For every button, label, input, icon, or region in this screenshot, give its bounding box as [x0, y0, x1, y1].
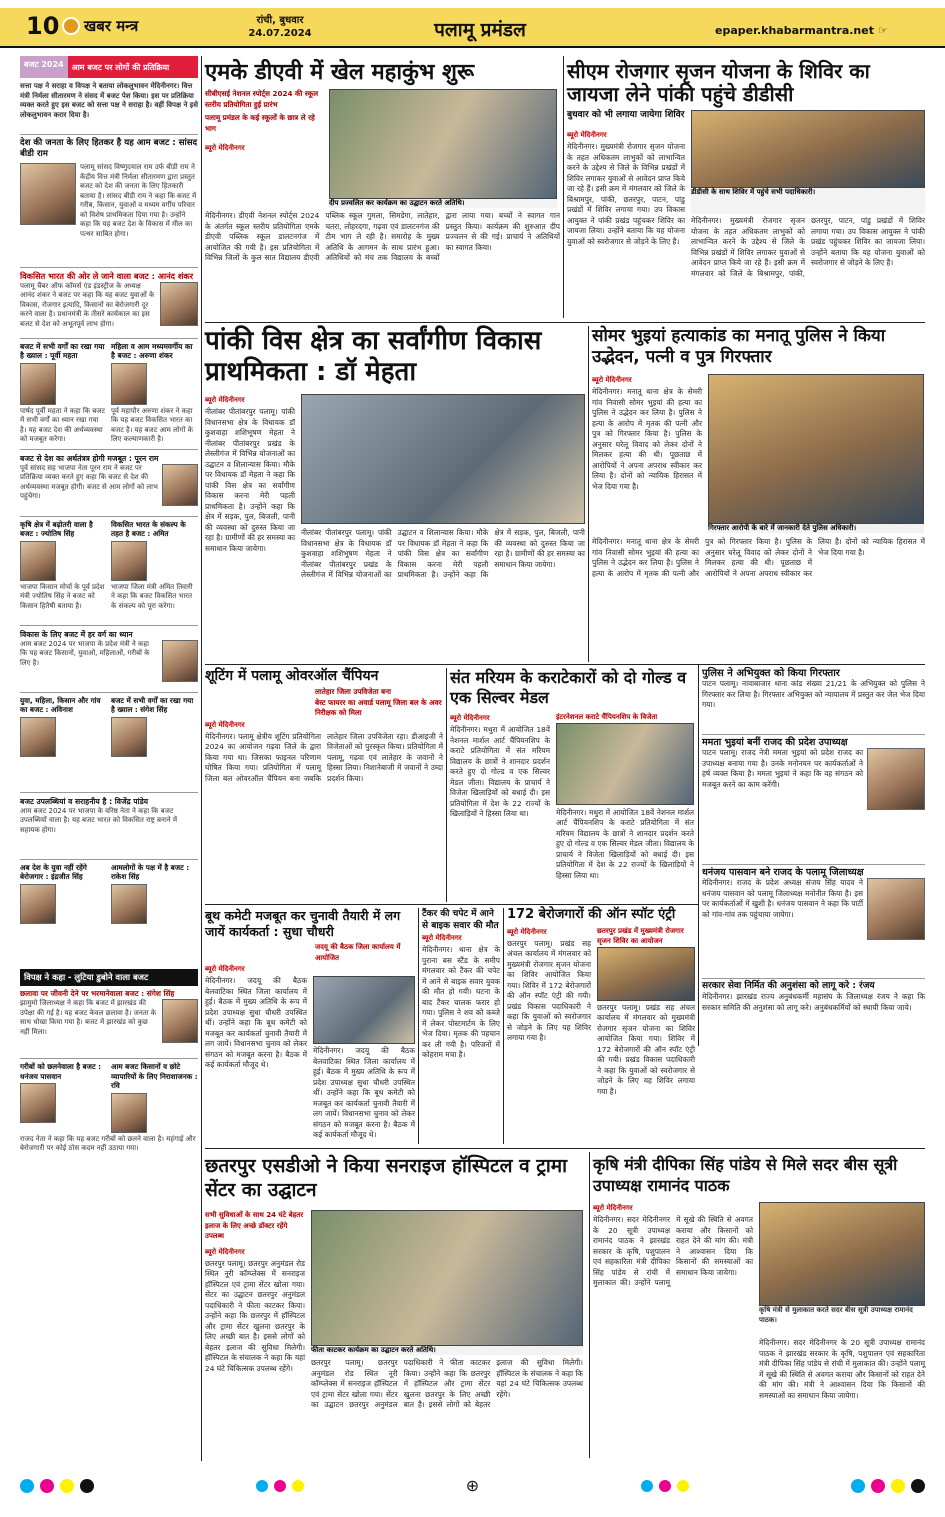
q7-photo: [162, 640, 198, 682]
karate-text-2: मेदिनीनगर। मथुरा में आयोजित 18वें नेशनल मार्शल आर्ट चैंपियनशिप के कराटे प्रतियोगिता में संत मरियम विद्यालय के छात्रों ने शानदार प्रदर्शन करते हुए दो गोल्ड व एक सिल्वर मेडल जीता। विद्यालय के प्राचार्य ने विजेता खिलाड़ियों को बधाई दी। इस प्रतियोगिता में देश के 22 राज्यों के खिलाड़ियों ने हिस्सा लिया था।: [556, 807, 694, 880]
q6-heading: विकसित भारत के संकल्प के तहत है बजट : अमित: [111, 519, 186, 538]
somar-text: मेदिनीनगर। मनातू थाना क्षेत्र के सेमरी गांव निवासी सोमर भुइयां की हत्या का पुलिस ने उद्भेदन कर लिया है। पुलिस ने हत्या के आरोप में मृतक की पत्नी और पुत्र को गिरफ्तार किया है। पुलिस के अनुसार घरेलू विवाद को लेकर दोनों ने मिलकर हत्या की थी। पूछताछ में आरोपियों ने अपना अपराध स्वीकार कर लिया है। दोनों को न्यायिक हिरासत में भेज दिया गया है।: [592, 387, 702, 491]
172-text: छतरपुर पलामू। प्रखंड सह अंचल कार्यालय में मंगलवार को मुख्यमंत्री रोजगार सृजन योजना का शिविर आयोजित किया गया। शिविर में 172 बेरोजगारों की ऑन स्पॉट एंट्री की गयी। प्रखंड विकास पदाधिकारी ने कहा कि युवाओं को स्वरोजगार से जोड़ने के लिए यह शिविर लगाया गया है।: [507, 938, 591, 1043]
q8-heading: युवा, महिला, किसान और गांव का बजट : अविनाश: [20, 695, 101, 714]
minister-headline: कृषि मंत्री दीपिका सिंह पांडेय से मिले सदर बीस सूत्री उपाध्यक्ष रामानंद पाठक: [593, 1155, 898, 1195]
cursor-icon: ☞: [877, 24, 888, 37]
q12-photo: [111, 884, 147, 924]
minister-caption: कृषि मंत्री से मुलाकात करते सदर बीस सूत्री उपाध्यक्ष रामानंद पाठक।: [759, 1306, 913, 1324]
jdu-sub: जदयू की बैठक जिला कार्यालय में आयोजित: [315, 943, 401, 962]
shooting-sub1: लातेहार जिला उपविजेता बना: [315, 687, 392, 697]
hospital-photo: [311, 1210, 583, 1346]
172-photo: [597, 947, 695, 1001]
divider-v4: [698, 664, 699, 1046]
q6-photo: [111, 541, 147, 581]
hospital-text: छतरपुर पलामू। छतरपुर अनुमंडल रोड स्थित नूरी कॉम्प्लेक्स में सनराइज हॉस्पिटल एवं ट्रामा सेंटर खोला गया। सेंटर का उद्घाटन छतरपुर अनुमंडल पदाधिकारी ने फीता काटकर किया। उन्होंने कहा कि छतरपुर में हॉस्पिटल और ट्रामा सेंटर खुलना छतरपुर के लिए अच्छी बात है। इससे लोगों को बेहतर इलाज की सुविधा मिलेगी। हॉस्पिटल के संचालक ने कहा कि यहां 24 घंटे चिकित्सक उपलब्ध रहेंगे।: [205, 1258, 305, 1373]
brief-police-text: पाटन पलामू। नावाबाजार थाना कांड संख्या 21/21 के अभियुक्त को पुलिस ने गिरफ्तार कर लिया है। गिरफ्तार अभियुक्त को न्यायालय में प्रस्तुत कर जेल भेज दिया गया।: [702, 679, 925, 709]
brief-dhananjay: [702, 864, 925, 974]
shooting-text: मेदिनीनगर। पलामू क्षेत्रीय शूटिंग प्रतियोगिता 2024 का आयोजन गढ़वा जिले के द्वारा किया गया था। जिसका फाइनल परिणाम घोषित किया गया। प्रतियोगिता में पलामू जिला बल ओवरऑल चैंपियन बना जबकि लातेहार जिला उपविजेता रहा। डीआइजी ने विजेताओं को पुरस्कृत किया। प्रतियोगिता में पलामू, गढ़वा एवं लातेहार के जवानों ने हिस्सा लिया। निशानेबाजी में जवानों ने उम्दा प्रदर्शन किया।: [205, 731, 443, 783]
brief-police: [702, 668, 925, 730]
color-marks-mid-left: [256, 1480, 304, 1492]
q2-heading: बजट में सभी वर्गों का रखा गया है ख्याल : पूर्वी महता: [20, 341, 105, 360]
brief-dhananjay-heading: धनंजय पासवान बने राजद के पलामू जिलाध्यक्ष: [702, 867, 864, 878]
panki-photo: [301, 394, 585, 524]
article-mk-dav: [205, 60, 560, 322]
hospital-headline: छतरपुर एसडीओ ने किया सनराइज हॉस्पिटल व ट्रामा सेंटर का उद्घाटन: [205, 1155, 568, 1201]
header-date-block: [230, 14, 330, 40]
somar-caption: गिरफ्तार आरोपी के बारे में जानकारी देते पुलिस अधिकारी।: [708, 524, 924, 533]
minister-text-2: मेदिनीनगर। सदर मेदिनीनगर के 20 सूत्री उपाध्यक्ष रामानंद पाठक ने झारखंड सरकार के कृषि, पशुपालन एवं सहकारिता मंत्री दीपिका सिंह पांडेय से रांची में मुलाकात की। उन्होंने पलामू में सूखे की स्थिति से अवगत कराया और किसानों को राहत देने की मांग की। मंत्री ने आश्वासन दिया कि किसानों की समस्याओं का समाधान किया जायेगा।: [759, 1338, 925, 1400]
q2-text: पार्षद पूर्वी महता ने कहा कि बजट में सभी वर्गों का ध्यान रखा गया है। यह बजट देश की अर्थव्यवस्था को मजबूत करेगा।: [20, 406, 105, 443]
q8-photo: [20, 717, 56, 757]
minister-photo: [759, 1202, 925, 1306]
mk-dav-photo: [329, 89, 557, 199]
opp2-photo: [20, 1083, 56, 1123]
q10-text: आम बजट 2024 पर भाजपा के वरिष्ठ नेता ने कहा कि बजट उपलब्धियों वाला है। यह बजट भारत को विकसित राष्ट्र बनाने में सहायक होगा।: [20, 806, 178, 834]
shooting-headline: शूटिंग में पलामू ओवरऑल चैंपियन: [205, 668, 379, 684]
q1-text: पलामू चैंबर ऑफ कॉमर्स एंड इंडस्ट्रीज के अध्यक्ष आनंद शंकर ने बजट पर कहा कि यह बजट युवाओं के विकास, रोजगार इत्यादि, किसानों का बेरोजगारी दूर करने वाला है। प्रधानमंत्री के तीसरे कार्यकाल का इस बजट से देश को अभूतपूर्व लाभ होगा।: [20, 281, 155, 328]
brief-ranjay-heading: सरकार सेवा निर्मित की अनुशंसा को लागू करे : रंजय: [702, 981, 875, 991]
divider-h1: [205, 322, 925, 323]
divider-v3: [446, 668, 447, 902]
divider-h3: [205, 904, 698, 905]
brief-mamta-photo: [867, 748, 925, 810]
cm-rojgar-caption: डीडीसी के साथ शिविर में पहुंचे सभी पदाधिकारी।: [691, 188, 925, 214]
mk-dav-sub1: सीबीएसई नेशनल स्पोर्ट्स 2024 की स्कूल स्तरीय प्रतियोगिता हुई प्रारंभ: [205, 89, 319, 109]
q9-photo: [111, 717, 147, 757]
q11-heading: अब देश के युवा नहीं रहेंगे बेरोजगार : इंद्रजीत सिंह: [20, 862, 87, 881]
brief-dhananjay-photo: [867, 878, 925, 940]
footer-bar: [20, 1474, 925, 1498]
budget-tag: बजट 2024: [20, 56, 68, 78]
divider-h2: [205, 664, 925, 665]
q4-heading: बजट से देश का अर्थतंत्रत्र होगी मजबूत : पूरन राम: [20, 449, 198, 464]
article-jdu: [205, 908, 415, 1144]
budget-banner: [20, 56, 198, 78]
mk-dav-sub2: पलामू प्रमंडल के कई स्कूलों के छात्र ले रहे भाग: [205, 113, 315, 133]
panki-headline: पांकी विस क्षेत्र का सर्वांगीण विकास प्राथमिकता : डॉ मेहता: [205, 326, 542, 387]
jdu-text: मेदिनीनगर। जदयू की बैठक बेलवाटिका स्थित जिला कार्यालय में हुई। बैठक में मुख्य अतिथि के रूप में प्रदेश उपाध्यक्ष सुधा चौधरी उपस्थित थीं। उन्होंने कहा कि बूथ कमेटी को मजबूत कर कार्यकर्ता चुनावी तैयारी में लग जायें। विधानसभा चुनाव को लेकर संगठन को मजबूत करना है। बैठक में कई कार्यकर्ता मौजूद थे।: [205, 976, 307, 1069]
article-somar: [592, 326, 925, 662]
color-marks-mid-right: [641, 1480, 689, 1492]
bd-ram-text: पलामू सांसद विष्णुदयाल राम उर्फ बीडी राम ने केंद्रीय वित्त मंत्री निर्मला सीतारमण द्वारा प्रस्तुत बजट को देश की जनता के लिए हितकारी बताया है। सांसद बीडी राम ने कहा कि बजट में गरीब, किसान, युवाओं व मध्यम वर्गीय परिवार को विशेष प्राथमिकता दिया गया है। उन्होंने कहा कि यह बजट देश के विकास में मील का पत्थर साबित होगा।: [80, 163, 197, 238]
article-172: [507, 908, 695, 1144]
epaper-link[interactable]: epaper.khabarmantra.net ☞: [715, 24, 888, 37]
brief-ranjay: [702, 978, 925, 1046]
panki-byline: ब्यूरो मेदिनीनगर: [205, 396, 245, 404]
mk-dav-byline: ब्यूरो मेदिनीनगर: [205, 144, 245, 153]
opp3-photo: [111, 1093, 147, 1133]
left-column: [20, 56, 198, 1461]
q2-photo: [20, 363, 56, 405]
cm-rojgar-byline: ब्यूरो मेदिनीनगर: [567, 131, 607, 139]
panki-text-2: नीलांबर पीतांबरपुर पलामू। पांकी विधानसभा क्षेत्र के विधायक डॉ कुशवाहा शशिभूषण मेहता ने नीलांबर पीतांबरपुर प्रखंड के लेस्लीगंज में विभिन्न योजनाओं का उद्घाटन व शिलान्यास किया। मौके पर विधायक डॉ मेहता ने कहा कि पांकी विस क्षेत्र का सर्वांगीण विकास करना मेरी पहली प्राथमिकता है। उन्होंने कहा कि क्षेत्र में सड़क, पुल, बिजली, पानी की व्यवस्था को दुरुस्त किया जा रहा है। ग्रामीणों की हर समस्या का समाधान किया जायेगा।: [301, 528, 585, 579]
hospital-text-2: छतरपुर पलामू। छतरपुर अनुमंडल रोड स्थित नूरी कॉम्प्लेक्स में सनराइज हॉस्पिटल एवं ट्रामा सेंटर खोला गया। सेंटर का उद्घाटन छतरपुर अनुमंडल पदाधिकारी ने फीता काटकर किया। उन्होंने कहा कि छतरपुर में हॉस्पिटल और ट्रामा सेंटर खुलना छतरपुर के लिए अच्छी बात है। इससे लोगों को बेहतर इलाज की सुविधा मिलेगी। हॉस्पिटल के संचालक ने कहा कि यहां 24 घंटे चिकित्सक उपलब्ध रहेंगे।: [311, 1358, 583, 1409]
brand-logo: [62, 14, 212, 38]
q6-text: भाजपा जिला मंत्री अमित तिवारी ने कहा कि बजट विकसित भारत के संकल्प को पूरा करेगा।: [111, 582, 193, 610]
jdu-headline: बूथ कमेटी मजबूत कर चुनावी तैयारी में लग जायें कार्यकर्ता : सुधा चौधरी: [205, 908, 401, 939]
color-marks-left: [20, 1479, 94, 1493]
q9-heading: बजट में सभी वर्गों का रखा गया है ख्याल : संगेश सिंह: [111, 695, 194, 714]
opp1-heading: छलावा पर जीवनी देने पर भरमानेवाला बजट : संगेश सिंह: [20, 988, 175, 998]
q1-heading: विकसित भारत की ओर ले जाने वाला बजट : आनंद शंकर: [20, 267, 198, 282]
q7-heading: विकास के लिए बजट में हर वर्ग का ध्यान: [20, 625, 198, 640]
172-byline: ब्यूरो मेदिनीनगर: [507, 927, 547, 936]
tanker-text: मेदिनीनगर। थाना क्षेत्र के पुराना बस स्टैंड के समीप मंगलवार को टैंकर की चपेट में आने से बाइक सवार युवक की मौत हो गयी। घटना के बाद टैंकर चालक फरार हो गया। पुलिस ने शव को कब्जे में लेकर पोस्टमार्टम के लिए भेज दिया। मृतक की पहचान कर ली गयी है। परिजनों में कोहराम मचा है।: [422, 945, 500, 1059]
header-city-day: रांची, बुधवार: [256, 15, 304, 26]
q11-photo: [20, 884, 56, 924]
cm-rojgar-text: मेदिनीनगर। मुख्यमंत्री रोजगार सृजन योजना के तहत अधिकतम लाभुकों को लाभान्वित करने के उद्देश्य से जिले के विभिन्न प्रखंडों में शिविर लगाकर युवाओं से आवेदन प्राप्त किये जा रहे हैं। इसी क्रम में मंगलवार को जिले के बिश्रामपुर, पांकी, छतरपुर, पाटन, पांडु प्रखंडों में शिविर लगाया गया। उप विकास आयुक्त ने पांकी प्रखंड पहुंचकर शिविर का जायजा लिया। उन्होंने बताया कि यह योजना युवाओं को स्वरोजगार से जोड़ने के लिए है।: [567, 142, 685, 246]
somar-text-2: मेदिनीनगर। मनातू थाना क्षेत्र के सेमरी गांव निवासी सोमर भुइयां की हत्या का पुलिस ने उद्भेदन कर लिया है। पुलिस ने हत्या के आरोप में मृतक की पत्नी और पुत्र को गिरफ्तार किया है। पुलिस के अनुसार घरेलू विवाद को लेकर दोनों ने मिलकर हत्या की थी। पूछताछ में आरोपियों ने अपना अपराध स्वीकार कर लिया है। दोनों को न्यायिक हिरासत में भेज दिया गया है।: [592, 537, 925, 578]
brief-ranjay-text: मेदिनीनगर। झारखंड राज्य अनुबंधकर्मी महासंघ के जिलाध्यक्ष रंजय ने कहा कि सरकार समिति की अनुशंसा को लागू करे। अनुबंधकर्मियों को स्थायी किया जाये।: [702, 992, 925, 1012]
mk-dav-headline: एमके डीएवी में खेल महाकुंभ शुरू: [205, 60, 475, 85]
172-text-2: छतरपुर पलामू। प्रखंड सह अंचल कार्यालय में मंगलवार को मुख्यमंत्री रोजगार सृजन योजना का शिविर आयोजित किया गया। शिविर में 172 बेरोजगारों की ऑन स्पॉट एंट्री की गयी। प्रखंड विकास पदाधिकारी ने कहा कि युवाओं को स्वरोजगार से जोड़ने के लिए यह शिविर लगाया गया है।: [597, 1002, 695, 1096]
opp-text-2: राजद नेता ने कहा कि यह बजट गरीबों को छलने वाला है। महंगाई और बेरोजगारी पर कोई ठोस कदम नहीं उठाया गया।: [20, 1134, 196, 1152]
tanker-headline: टैंकर की चपेट में आने से बाइक सवार की मौत: [422, 909, 499, 931]
q3-heading: महिला व आम मध्यमवर्गीय का है बजट : अरुणा शंकर: [111, 341, 193, 360]
cm-rojgar-sub: बुधवार को भी लगाया जायेगा शिविर: [567, 110, 685, 120]
karate-photo: [556, 723, 694, 805]
article-cm-rojgar: [567, 60, 925, 318]
jdu-photo: [313, 976, 415, 1044]
q1-photo: [160, 282, 198, 326]
bd-ram-photo: [20, 163, 76, 225]
budget-intro: सत्ता पक्ष ने सराहा व विपक्ष ने बताया लोकलुभावन मेदिनीनगर। वित्त मंत्री निर्मला सीतारमण ने संसद में बजट पेश किया। इस पर प्रतिक्रिया व्यक्त करते हुए इस बजट को सत्ता पक्ष ने सराहा है। वहीं विपक्ष ने इसे लोकलुभावन करार दिया है।: [20, 82, 198, 119]
page-number: 10: [26, 12, 60, 40]
q5-text: भाजपा किसान मोर्चा के पूर्व प्रदेश मंत्री ज्योतिष सिंह ने बजट को किसान हितैषी बताया है।: [20, 582, 105, 610]
article-tanker: [422, 908, 500, 1144]
opp3-heading: आम बजट किसानों व छोटे व्यापारियों के लिए निराशाजनक : रवि: [111, 1062, 198, 1090]
registration-crosshair-icon: ⊕: [465, 1476, 480, 1495]
karate-byline: ब्यूरो मेदिनीनगर: [450, 714, 490, 722]
opp2-heading: गरीबों को छलनेवाला है बजट : धनंजय पासवान: [20, 1062, 101, 1081]
brand-logo-icon: [62, 17, 80, 35]
q10-heading: बजट उपलब्धियां व सराहनीय है : विजेंद्र पांडेय: [20, 792, 198, 807]
opposition-bar: विपक्ष ने कहा - लुटिया डुबोने वाला बजट: [20, 969, 198, 986]
left-column-divider: [201, 56, 202, 1461]
divider-v6: [503, 908, 504, 1144]
karate-sub: इंटरनेशनल कराटे चैंपियनशिप के विजेता: [556, 713, 658, 721]
cm-rojgar-text-2: मेदिनीनगर। मुख्यमंत्री रोजगार सृजन योजना के तहत अधिकतम लाभुकों को लाभान्वित करने के उद्देश्य से जिले के विभिन्न प्रखंडों में शिविर लगाकर युवाओं से आवेदन प्राप्त किये जा रहे हैं। इसी क्रम में मंगलवार को जिले के बिश्रामपुर, पांकी, छतरपुर, पाटन, पांडु प्रखंडों में शिविर लगाया गया। उप विकास आयुक्त ने पांकी प्रखंड पहुंचकर शिविर का जायजा लिया। उन्होंने बताया कि यह योजना युवाओं को स्वरोजगार से जोड़ने के लिए है।: [691, 216, 925, 278]
shooting-byline: ब्यूरो मेदिनीनगर: [205, 720, 245, 729]
color-marks-right: [851, 1479, 925, 1493]
article-minister: [593, 1154, 925, 1460]
q3-text: पूर्व महापौर अरुणा शंकर ने कहा कि यह बजट विकसित भारत का बजट है। यह बजट आम लोगों के लिए कल्याणकारी है।: [111, 406, 193, 443]
q3-photo: [111, 363, 147, 405]
divider-v5: [418, 908, 419, 1144]
header-date: 24.07.2024: [248, 28, 312, 39]
brief-dhananjay-text: मेदिनीनगर। राजद के प्रदेश अध्यक्ष संजय सिंह यादव ने धनंजय पासवान को पलामू जिलाध्यक्ष मनोनीत किया है। इस पर कार्यकर्ताओं में खुशी है। धनंजय पासवान ने कहा कि पार्टी को गांव-गांव तक पहुंचाया जायेगा।: [702, 878, 863, 919]
panki-text: नीलांबर पीतांबरपुर पलामू। पांकी विधानसभा क्षेत्र के विधायक डॉ कुशवाहा शशिभूषण मेहता ने नीलांबर पीतांबरपुर प्रखंड के लेस्लीगंज में विभिन्न योजनाओं का उद्घाटन व शिलान्यास किया। मौके पर विधायक डॉ मेहता ने कहा कि पांकी विस क्षेत्र का सर्वांगीण विकास करना मेरी पहली प्राथमिकता है। उन्होंने कहा कि क्षेत्र में सड़क, पुल, बिजली, पानी की व्यवस्था को दुरुस्त किया जा रहा है। ग्रामीणों की हर समस्या का समाधान किया जायेगा।: [205, 407, 295, 553]
cm-rojgar-photo: [691, 110, 925, 188]
mk-dav-text: मेदिनीनगर। डीएवी नेशनल स्पोर्ट्स 2024 के अंतर्गत स्कूल स्तरीय प्रतियोगिता एमके डीएवी पब्लिक स्कूल डालटनगंज में आयोजित की गयी है। इस प्रतियोगिता में विभिन्न जिलों के कुल सात विद्यालय डीएवी पब्लिक स्कूल गुमला, सिमडेगा, लातेहार, चतरा, लोहरदगा, गढ़वा एवं डालटनगंज की टीम भाग ले रही है। समारोह के मुख्य अतिथि के आगमन के साथ प्रारंभ हुआ। अतिथियों को मंच तक विद्यालय के बच्चों द्वारा लाया गया। बच्चों ने स्वागत गान प्रस्तुत किया। कार्यक्रम की शुरुआत दीप प्रज्वलन से की गई। प्राचार्य ने अतिथियों का स्वागत किया।: [205, 211, 560, 263]
q7-text: आम बजट 2024 पर भाजपा के प्रदेश मंत्री ने कहा कि यह बजट किसानों, युवाओं, महिलाओं, गरीबों के लिए है।: [20, 639, 150, 667]
divider-h4: [205, 1148, 925, 1149]
brief-mamta: [702, 734, 925, 860]
172-sub: छतरपुर प्रखंड में मुख्यमंत्री रोजगार सृजन शिविर का आयोजन: [597, 926, 684, 946]
brief-police-heading: पुलिस ने अभियुक्त को किया गिरफ्तार: [702, 668, 840, 679]
hospital-sub: सभी सुविधाओं के साथ 24 घंटे बेहतर इलाज के लिए अच्छे डॉक्टर रहेंगे उपलब्ध: [205, 1211, 304, 1240]
q5-heading: कृषि क्षेत्र में बढ़ोतरी वाला है बजट : ज्योतिष सिंह: [20, 519, 93, 538]
hospital-caption: फीता काटकर कार्यक्रम का उद्घाटन करते अतिथि।: [311, 1346, 583, 1355]
minister-text: मेदिनीनगर। सदर मेदिनीनगर के 20 सूत्री उपाध्यक्ष रामानंद पाठक ने झारखंड सरकार के कृषि, पशुपालन एवं सहकारिता मंत्री दीपिका सिंह पांडेय से रांची में मुलाकात की। उन्होंने पलामू में सूखे की स्थिति से अवगत कराया और किसानों को राहत देने की मांग की। मंत्री ने आश्वासन दिया कि किसानों की समस्याओं का समाधान किया जायेगा।: [593, 1215, 753, 1287]
q4-text: पूर्व सांसद सह भाजपा नेता पूरन राम ने बजट पर प्रतिक्रिया व्यक्त करते हुए कहा कि बजट से देश की अर्थव्यवस्था मजबूत होगी। बजट से आम लोगों को लाभ पहुंचेगा।: [20, 463, 158, 500]
budget-heading: आम बजट पर लोगों की प्रतिक्रिया: [71, 62, 170, 72]
tanker-byline: ब्यूरो मेदिनीनगर: [422, 934, 462, 942]
karate-text: मेदिनीनगर। मथुरा में आयोजित 18वें नेशनल मार्शल आर्ट चैंपियनशिप के कराटे प्रतियोगिता में संत मरियम विद्यालय के छात्रों ने शानदार प्रदर्शन करते हुए दो गोल्ड व एक सिल्वर मेडल जीता। विद्यालय के प्राचार्य ने विजेता खिलाड़ियों को बधाई दी। इस प्रतियोगिता में देश के 22 राज्यों के खिलाड़ियों ने हिस्सा लिया था।: [450, 725, 550, 818]
q4-photo: [162, 464, 198, 506]
shooting-sub2: बेस्ट फायरर का अवार्ड पलामू जिला बल के अवर निरीक्षक को मिला: [315, 697, 442, 718]
section-title: पलामू प्रमंडल: [434, 19, 526, 41]
article-karate: [450, 668, 695, 902]
q5-photo: [20, 541, 56, 581]
somar-headline: सोमर भुइयां हत्याकांड का मनातू पुलिस ने किया उद्भेदन, पत्नी व पुत्र गिरफ्तार: [592, 326, 886, 367]
hospital-byline: ब्यूरो मेदिनीनगर: [205, 1247, 245, 1256]
somar-byline: ब्यूरो मेदिनीनगर: [592, 376, 632, 384]
divider-v7: [589, 1152, 590, 1458]
article-panki: [205, 326, 585, 662]
opp1-photo: [162, 999, 198, 1043]
mk-dav-caption: दीप प्रज्वलित कर कार्यक्रम का उद्घाटन करते अतिथि।: [329, 199, 557, 208]
172-headline: 172 बेरोजगारों की ऑन स्पॉट एंट्री: [507, 907, 676, 922]
brand-name: खबर मन्त्र: [84, 17, 139, 35]
article-hospital: [205, 1154, 587, 1460]
opp1-text: झामुमो जिलाध्यक्ष ने कहा कि बजट में झारखंड की उपेक्षा की गई है। यह बजट केवल छलावा है। जनता के साथ धोखा किया गया है। बजट में झारखंड को कुछ नहीं मिला।: [20, 999, 157, 1036]
cm-rojgar-headline: सीएम रोजगार सृजन योजना के शिविर का जायजा लेने पांकी पहुंचे डीडीसी: [567, 59, 870, 106]
brief-mamta-heading: ममता भुइयां बनीं राजद की प्रदेश उपाध्यक्ष: [702, 737, 848, 748]
somar-photo: [708, 374, 924, 524]
q12-heading: आमलोगों के पक्ष में है बजट : राकेश सिंह: [111, 862, 190, 881]
jdu-byline: ब्यूरो मेदिनीनगर: [205, 965, 245, 973]
jdu-text-2: मेदिनीनगर। जदयू की बैठक बेलवाटिका स्थित जिला कार्यालय में हुई। बैठक में मुख्य अतिथि के रूप में प्रदेश उपाध्यक्ष सुधा चौधरी उपस्थित थीं। उन्होंने कहा कि बूथ कमेटी को मजबूत कर कार्यकर्ता चुनावी तैयारी में लग जायें। विधानसभा चुनाव को लेकर संगठन को मजबूत करना है। बैठक में कई कार्यकर्ता मौजूद थे।: [313, 1046, 415, 1139]
bd-ram-heading: देश की जनता के लिए हितकर है यह आम बजट : सांसद बीडी राम: [20, 134, 198, 160]
karate-headline: संत मरियम के कराटेकारों को दो गोल्ड व एक सिल्वर मेडल: [450, 668, 687, 707]
minister-byline: ब्यूरो मेदिनीनगर: [593, 1204, 633, 1212]
divider-v2: [588, 326, 589, 662]
article-shooting: [205, 668, 443, 902]
divider-v1: [563, 56, 564, 318]
brief-mamta-text: पाटन पलामू। राजद नेत्री ममता भुइयां को प्रदेश राजद का उपाध्यक्ष बनाया गया है। उनके मनोनयन पर कार्यकर्ताओं ने हर्ष व्यक्त किया है। ममता भुइयां ने कहा कि वह संगठन को मजबूत करने का काम करेंगी।: [702, 748, 863, 789]
